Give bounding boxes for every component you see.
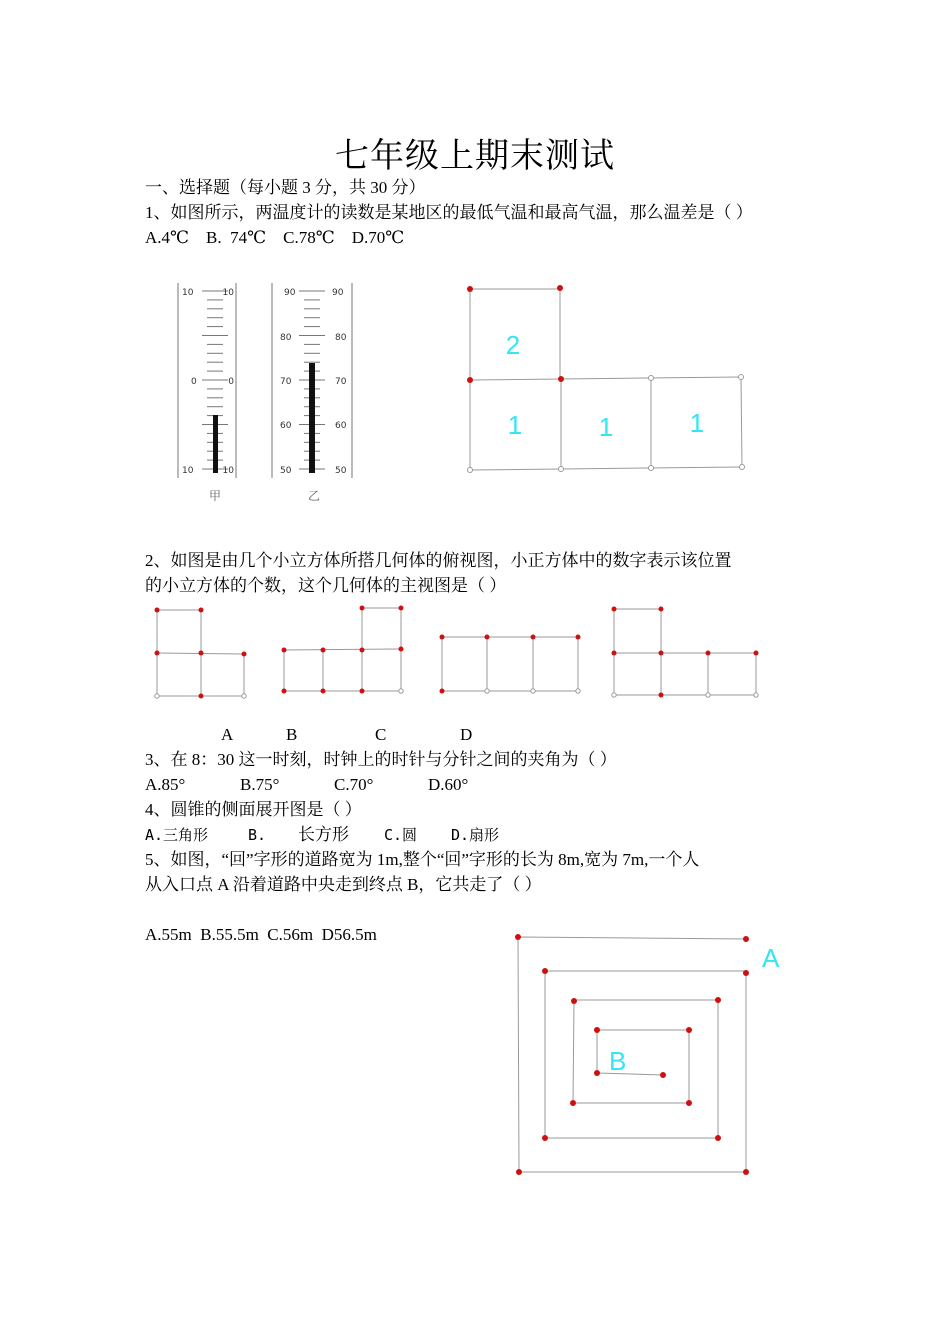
mercury-left bbox=[213, 415, 218, 473]
grid-label-bottom-1: 1 bbox=[507, 410, 523, 440]
page-title: 七年级上期末测试 bbox=[335, 136, 615, 176]
tick-label-left-bottom-r: 10 bbox=[222, 466, 234, 476]
tick-label-right-60-r: 60 bbox=[335, 421, 347, 431]
grid-label-bottom-3: 1 bbox=[689, 408, 705, 438]
question-3-option-d: D.60° bbox=[428, 775, 469, 794]
section-heading: 一、选择题（每小题 3 分，共 30 分） bbox=[145, 178, 426, 197]
tick-label-left-bottom: 10 bbox=[182, 466, 194, 476]
question-3-option-c: C.70° bbox=[334, 775, 374, 794]
thermometer-left-label: 甲 bbox=[208, 489, 222, 503]
option-label-b: B bbox=[286, 725, 298, 744]
question-4-option-b: B. bbox=[248, 826, 267, 844]
question-1-text: 1、如图所示，两温度计的读数是某地区的最低气温和最高气温，那么温差是（ ） bbox=[145, 203, 753, 222]
question-3-text: 3、在 8：30 这一时刻，时钟上的时针与分针之间的夹角为（ ） bbox=[145, 750, 617, 769]
spiral-label-end: B bbox=[609, 1046, 627, 1076]
tick-label-right-50-r: 50 bbox=[335, 466, 347, 476]
question-4-option-a: A.三角形 bbox=[145, 826, 209, 844]
question-5-options: A.55m B.55.5m C.56m D56.5m bbox=[145, 925, 377, 944]
spiral-path-figure bbox=[505, 925, 795, 1185]
option-label-d: D bbox=[460, 725, 473, 744]
tick-label-right-90: 90 bbox=[284, 288, 296, 298]
question-4-option-d: D.扇形 bbox=[451, 826, 500, 844]
question-5-line-1: 5、如图，“回”字形的道路宽为 1m,整个“回”字形的长为 8m,宽为 7m,一个人 bbox=[145, 850, 700, 869]
option-label-c: C bbox=[375, 725, 387, 744]
question-2-line-2: 的小立方体的个数，这个几何体的主视图是（ ） bbox=[145, 576, 507, 595]
top-view-grid-figure bbox=[460, 280, 760, 480]
option-b-figure bbox=[278, 602, 408, 698]
question-5-line-2: 从入口点 A 沿着道路中央走到终点 B，它共走了（ ） bbox=[145, 875, 542, 894]
option-a-figure bbox=[150, 604, 250, 700]
thermometer-left bbox=[178, 283, 236, 503]
grid-label-top: 2 bbox=[505, 330, 521, 360]
question-3-option-a: A.85° bbox=[145, 775, 186, 794]
grid-label-bottom-2: 1 bbox=[598, 412, 614, 442]
tick-label-left-zero: 0 bbox=[191, 377, 197, 387]
question-4-text: 4、圆锥的侧面展开图是（ ） bbox=[145, 800, 362, 819]
mercury-right bbox=[309, 363, 315, 473]
thermometer-figure bbox=[172, 278, 362, 508]
tick-label-right-80-r: 80 bbox=[335, 333, 347, 343]
option-d-figure bbox=[607, 602, 767, 698]
thermometer-right bbox=[272, 283, 352, 503]
thermometer-right-label: 乙 bbox=[307, 489, 321, 503]
question-2-line-1: 2、如图是由几个小立方体所搭几何体的俯视图，小正方体中的数字表示该位置 bbox=[145, 551, 732, 570]
option-label-a: A bbox=[221, 725, 234, 744]
tick-label-right-60: 60 bbox=[280, 421, 292, 431]
tick-label-right-50: 50 bbox=[280, 466, 292, 476]
spiral-label-start: A bbox=[762, 943, 780, 973]
question-4-option-b-text: 长方形 bbox=[298, 825, 349, 844]
tick-label-left-zero-r: 0 bbox=[228, 377, 234, 387]
tick-label-right-70-r: 70 bbox=[335, 377, 347, 387]
option-c-figure bbox=[436, 630, 586, 696]
tick-label-right-80: 80 bbox=[280, 333, 292, 343]
tick-label-left-top-r: 10 bbox=[222, 288, 234, 298]
question-1-options: A.4℃ B. 74℃ C.78℃ D.70℃ bbox=[145, 228, 405, 247]
tick-label-right-70: 70 bbox=[280, 377, 292, 387]
question-4-option-c: C.圆 bbox=[384, 826, 418, 844]
tick-label-left-top: 10 bbox=[182, 288, 194, 298]
question-3-option-b: B.75° bbox=[240, 775, 280, 794]
tick-label-right-90-r: 90 bbox=[332, 288, 344, 298]
